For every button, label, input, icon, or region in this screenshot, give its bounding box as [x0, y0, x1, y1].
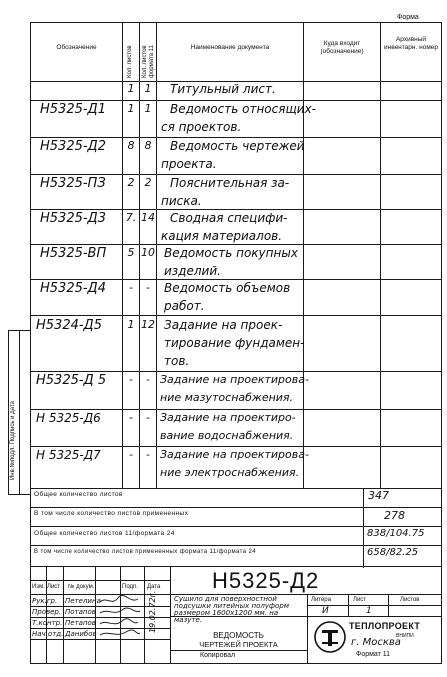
side-strip-divider [19, 330, 20, 495]
row-name-line: Титульный лист. [170, 82, 276, 96]
row-name-line: ние электроснабжения. [160, 466, 300, 479]
sheet-title-2: ЧЕРТЕЖЕЙ ПРОЕКТА [199, 640, 278, 649]
side-strip-label: Инв.№подл. Подпись и дата [10, 401, 16, 480]
header-where: Куда входит (обозначение) [320, 40, 364, 55]
sheet-title-1: ВЕДОМОСТЬ [213, 631, 264, 640]
totals-divider [30, 507, 442, 508]
row-name-line: изделий. [164, 264, 221, 278]
signature-marks [96, 594, 144, 640]
row-format: 1 [144, 82, 152, 95]
sheets-label: Листов [400, 597, 420, 603]
row-sheets: 2 [127, 176, 135, 189]
row-name-line: Ведомость покупных [164, 246, 298, 260]
organization-city: г. Москва [351, 637, 401, 648]
row-name-line: Задание на проек- [164, 318, 283, 332]
row-sheets: 7. [125, 211, 137, 224]
row-format: - [146, 411, 150, 424]
person-name: Данибов [65, 630, 97, 638]
row-sheets: - [129, 373, 133, 386]
row-divider [30, 279, 442, 280]
form-label: Форма [397, 14, 419, 21]
sheet-label: Лист [353, 597, 367, 603]
row-divider [30, 244, 442, 245]
row-code: Н5325-Д3 [40, 211, 106, 226]
frame-right [441, 22, 442, 664]
row-name-line: Задание на проектирова- [160, 448, 309, 461]
totals-divider [30, 526, 442, 527]
side-strip-bottom [8, 494, 30, 495]
row-divider [30, 137, 442, 138]
total-label: В том числе количество листов примененных [34, 510, 189, 517]
row-code: Н5324-Д5 [36, 318, 102, 333]
row-name-line: проекта. [161, 157, 217, 171]
row-sheets: 5 [127, 246, 135, 259]
row-name-line: Задание на проектирова- [160, 373, 309, 386]
total-label: Общее количество листов [34, 491, 123, 498]
sig-header: Дата [147, 584, 161, 590]
organization-logo-icon [313, 620, 347, 654]
row-format: 1 [144, 102, 152, 115]
row-code: Н5325-Д1 [40, 102, 106, 117]
row-sheets: - [129, 281, 133, 294]
copied-label: Копировал [200, 652, 236, 659]
row-name-line: ся проектов. [161, 120, 242, 134]
row-sheets: 1 [127, 102, 135, 115]
row-sheets: - [129, 448, 133, 461]
row-format: 8 [144, 139, 152, 152]
row-code: Н5325-Д 5 [36, 373, 107, 388]
role: Рук.гр. [32, 597, 58, 605]
total-value: 838/104.75 [367, 528, 425, 539]
row-divider [30, 209, 442, 210]
row-divider [30, 446, 442, 447]
row-name-line: ние мазутоснабжения. [160, 391, 294, 404]
row-name-line: Сводная специфи- [170, 211, 288, 225]
side-strip-border [8, 330, 9, 495]
row-format: 14 [141, 211, 155, 224]
row-name-line: писка. [161, 194, 202, 208]
total-value: 347 [368, 489, 389, 502]
row-name-line: кация материалов. [161, 229, 283, 243]
col-line-5 [380, 22, 381, 489]
row-name-line: Задание на проектиро- [160, 411, 296, 424]
row-divider [30, 371, 442, 372]
totals-vline [363, 488, 364, 568]
row-sheets: 8 [127, 139, 135, 152]
total-label: В том числе количество листов примененных формата 11/формата 24 [34, 549, 256, 555]
row-sheets: - [129, 411, 133, 424]
date-written: 19.02.72г. [148, 590, 157, 633]
organization-name: ТЕПЛОПРОЕКТ [349, 621, 421, 631]
stamp-hline [170, 650, 307, 651]
row-sheets: 1 [127, 82, 135, 95]
row-name-line: тов. [164, 354, 190, 368]
row-name-line: Ведомость относящих- [170, 102, 316, 116]
row-format: - [146, 448, 150, 461]
row-divider [30, 100, 442, 101]
project-title: Сушило для поверхностной подсушки литейных полуформ размером 1600х1200 мм. на мазуте. [174, 595, 289, 624]
stamp-top-line [30, 566, 442, 567]
row-divider [30, 315, 442, 316]
total-value: 658/82.25 [367, 547, 419, 558]
litera-label: Литера [311, 597, 331, 603]
sig-header: № докум. [68, 584, 95, 590]
header-sheets: Кол. листов [127, 45, 133, 78]
row-divider [30, 174, 442, 175]
litera-value: И [322, 606, 329, 616]
row-code: Н5325-ПЗ [40, 176, 106, 191]
role: Нач.отд. [32, 630, 64, 638]
row-code: Н 5325-Д6 [36, 411, 101, 425]
header-sheets-format: Кол. листов формата 11 [142, 45, 155, 78]
row-code: Н5325-Д4 [40, 281, 106, 296]
row-sheets: 1 [127, 318, 135, 331]
row-format: 12 [141, 318, 155, 331]
sheet-value: 1 [366, 606, 372, 616]
sig-header: Изм. [32, 584, 45, 590]
person-name: Потапов [65, 608, 96, 616]
row-code: Н 5325-Д7 [36, 448, 101, 462]
total-value: 278 [384, 509, 405, 522]
row-name-line: Пояснительная за- [170, 176, 290, 190]
role: Т.контр. [32, 619, 63, 627]
header-archive: Архивный инвентарн. номер [383, 36, 439, 51]
row-format: 10 [141, 246, 155, 259]
header-designation: Обозначение [56, 44, 97, 51]
sig-header: Лист [47, 584, 61, 590]
format-label: Формат 11 [356, 651, 391, 658]
person-name: Петапов [65, 619, 96, 627]
row-format: - [146, 281, 150, 294]
row-code: Н5325-Д2 [40, 139, 106, 154]
col-line-4 [303, 22, 304, 489]
stamp-hline [30, 580, 170, 581]
row-name-line: Ведомость чертежей [170, 139, 305, 153]
totals-divider [30, 545, 442, 546]
document-code: Н5325-Д2 [212, 568, 320, 593]
row-divider [30, 409, 442, 410]
frame-bottom [30, 663, 442, 664]
row-format: - [146, 373, 150, 386]
role: Провер. [32, 608, 62, 616]
row-name-line: работ. [164, 299, 205, 313]
row-format: 2 [144, 176, 152, 189]
row-name-line: тирование фундамен- [164, 336, 305, 350]
col-line-3 [156, 22, 157, 489]
total-label: Общее количество листов 11/формата 24 [34, 530, 175, 537]
row-name-line: Ведомость объемов [164, 281, 291, 295]
sig-header: Подп. [122, 584, 138, 590]
header-name: Наименование документа [190, 44, 270, 51]
frame-left [30, 22, 31, 664]
row-code: Н5325-ВП [40, 246, 107, 261]
side-strip-top [8, 330, 30, 331]
organization-small-label: ВНИПИ [396, 633, 414, 639]
person-name: Петелина [65, 597, 101, 605]
row-name-line: вание водоснабжения. [160, 429, 294, 442]
